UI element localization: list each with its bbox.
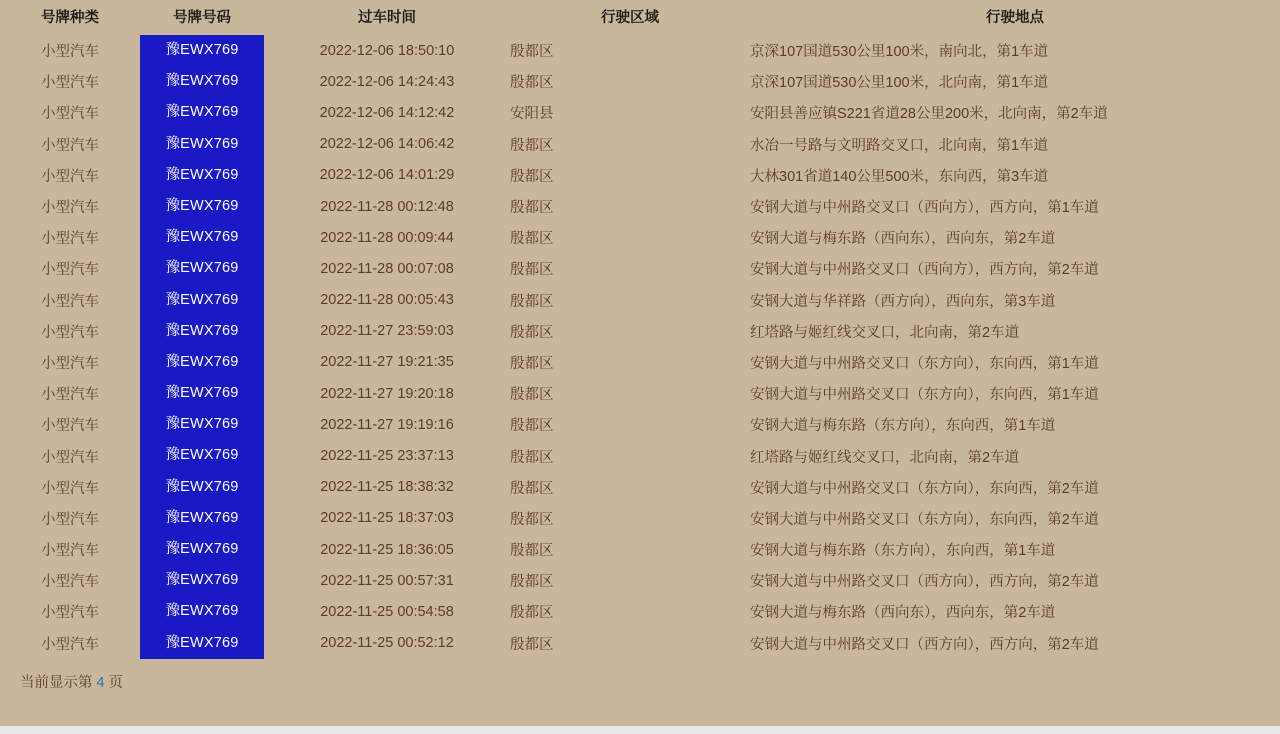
cell-pass-time: 2022-11-27 23:59:03 bbox=[320, 323, 454, 340]
cell-plate-number bbox=[140, 316, 264, 347]
cell-driving-area: 殷都区 bbox=[510, 355, 554, 372]
cell-plate-type: 小型汽车 bbox=[41, 355, 99, 372]
cell-plate-number bbox=[140, 503, 264, 534]
driving-place-text: 安钢大道与梅东路（西向东），西向东，第2车道 bbox=[750, 231, 1056, 248]
plate-badge[interactable]: 豫EWX769 bbox=[140, 160, 264, 191]
column-header-plate-type: 号牌种类 bbox=[41, 10, 99, 26]
cell-pass-time: 2022-11-25 00:52:12 bbox=[320, 635, 454, 652]
cell-pass-time: 2022-11-27 19:19:16 bbox=[320, 416, 454, 433]
driving-place-text: 京深107国道530公里100米，北向南，第1车道 bbox=[750, 75, 1049, 92]
cell-plate-type: 小型汽车 bbox=[41, 137, 99, 154]
cell-driving-area: 殷都区 bbox=[510, 200, 554, 217]
cell-plate-type: 小型汽车 bbox=[41, 168, 99, 185]
cell-plate-number bbox=[140, 66, 264, 97]
column-header-driving-place: 行驶地点 bbox=[986, 10, 1044, 26]
driving-place-text: 安钢大道与中州路交叉口（西方向），西方向，第2车道 bbox=[750, 636, 1099, 653]
cell-plate-number bbox=[140, 565, 264, 596]
driving-place-text: 安钢大道与梅东路（东方向），东向西，第1车道 bbox=[750, 418, 1056, 435]
cell-driving-area: 殷都区 bbox=[510, 168, 554, 185]
cell-plate-number bbox=[140, 191, 264, 222]
plate-badge[interactable]: 豫EWX769 bbox=[140, 378, 264, 409]
cell-plate-type: 小型汽车 bbox=[41, 106, 99, 123]
cell-plate-number bbox=[140, 35, 264, 66]
cell-driving-place bbox=[750, 503, 1280, 534]
cell-plate-number bbox=[140, 253, 264, 284]
cell-driving-place bbox=[750, 285, 1280, 316]
plate-badge[interactable]: 豫EWX769 bbox=[140, 129, 264, 160]
cell-pass-time: 2022-12-06 14:01:29 bbox=[319, 167, 455, 184]
cell-driving-area: 殷都区 bbox=[510, 449, 554, 466]
cell-plate-number bbox=[140, 160, 264, 191]
plate-badge[interactable]: 豫EWX769 bbox=[140, 472, 264, 503]
cell-plate-type: 小型汽车 bbox=[41, 636, 99, 653]
table-header bbox=[0, 0, 1280, 35]
plate-badge[interactable]: 豫EWX769 bbox=[140, 253, 264, 284]
cell-driving-place bbox=[750, 378, 1280, 409]
driving-place-text: 红塔路与姬红线交叉口，北向南，第2车道 bbox=[750, 449, 1020, 466]
pagination-suffix: 页 bbox=[108, 674, 124, 691]
cell-driving-place bbox=[750, 253, 1280, 284]
table-row[interactable] bbox=[0, 628, 1280, 659]
cell-pass-time: 2022-12-06 14:12:42 bbox=[319, 104, 455, 121]
cell-driving-area: 安阳县 bbox=[510, 106, 554, 123]
cell-driving-area: 殷都区 bbox=[510, 137, 554, 154]
plate-badge[interactable]: 豫EWX769 bbox=[140, 347, 264, 378]
cell-pass-time: 2022-11-25 18:37:03 bbox=[320, 510, 454, 527]
plate-badge[interactable]: 豫EWX769 bbox=[140, 97, 264, 128]
plate-badge[interactable]: 豫EWX769 bbox=[140, 316, 264, 347]
table-row[interactable] bbox=[0, 440, 1280, 471]
cell-pass-time: 2022-11-27 19:20:18 bbox=[320, 385, 454, 402]
cell-driving-place bbox=[750, 440, 1280, 471]
table-row[interactable] bbox=[0, 97, 1280, 128]
cell-pass-time: 2022-11-25 18:36:05 bbox=[320, 541, 454, 558]
driving-place-text: 安钢大道与中州路交叉口（西向方），西方向，第2车道 bbox=[750, 262, 1099, 279]
table-row[interactable] bbox=[0, 378, 1280, 409]
cell-plate-number bbox=[140, 97, 264, 128]
driving-place-text: 安钢大道与中州路交叉口（东方向），东向西，第2车道 bbox=[750, 511, 1099, 528]
table-row[interactable] bbox=[0, 472, 1280, 503]
driving-place-text: 安钢大道与中州路交叉口（东方向），东向西，第1车道 bbox=[750, 355, 1099, 372]
table-header-row bbox=[0, 0, 1280, 35]
pagination-status bbox=[0, 671, 1280, 692]
cell-plate-type: 小型汽车 bbox=[41, 75, 99, 92]
cell-driving-place bbox=[750, 347, 1280, 378]
cell-plate-type: 小型汽车 bbox=[41, 543, 99, 560]
table-row[interactable] bbox=[0, 565, 1280, 596]
cell-plate-number bbox=[140, 378, 264, 409]
cell-plate-number bbox=[140, 222, 264, 253]
plate-badge[interactable]: 豫EWX769 bbox=[140, 628, 264, 659]
plate-badge[interactable]: 豫EWX769 bbox=[140, 35, 264, 66]
cell-driving-place bbox=[750, 596, 1280, 627]
cell-driving-area: 殷都区 bbox=[510, 480, 554, 497]
cell-plate-number bbox=[140, 534, 264, 565]
table-row[interactable] bbox=[0, 316, 1280, 347]
cell-plate-type: 小型汽车 bbox=[41, 293, 99, 310]
table-row[interactable] bbox=[0, 596, 1280, 627]
cell-driving-place bbox=[750, 66, 1280, 97]
table-row[interactable] bbox=[0, 35, 1280, 66]
cell-driving-place bbox=[750, 160, 1280, 191]
cell-plate-type: 小型汽车 bbox=[41, 418, 99, 435]
cell-driving-area: 殷都区 bbox=[510, 574, 554, 591]
cell-driving-area: 殷都区 bbox=[510, 636, 554, 653]
driving-place-text: 京深107国道530公里100米，南向北，第1车道 bbox=[750, 44, 1049, 61]
table-row[interactable] bbox=[0, 503, 1280, 534]
cell-driving-place bbox=[750, 316, 1280, 347]
column-header-pass-time: 过车时间 bbox=[358, 10, 416, 26]
table-row[interactable] bbox=[0, 285, 1280, 316]
cell-driving-place bbox=[750, 191, 1280, 222]
table-row[interactable] bbox=[0, 191, 1280, 222]
column-header-driving-area: 行驶区域 bbox=[601, 10, 659, 26]
plate-badge[interactable]: 豫EWX769 bbox=[140, 66, 264, 97]
cell-plate-type: 小型汽车 bbox=[41, 511, 99, 528]
cell-plate-number bbox=[140, 347, 264, 378]
cell-plate-number bbox=[140, 472, 264, 503]
cell-plate-type: 小型汽车 bbox=[41, 480, 99, 497]
cell-plate-type: 小型汽车 bbox=[41, 231, 99, 248]
cell-pass-time: 2022-11-25 23:37:13 bbox=[320, 448, 454, 465]
cell-driving-place bbox=[750, 222, 1280, 253]
cell-plate-type: 小型汽车 bbox=[41, 324, 99, 341]
cell-plate-number bbox=[140, 628, 264, 659]
table-row[interactable] bbox=[0, 66, 1280, 97]
cell-plate-type: 小型汽车 bbox=[41, 449, 99, 466]
cell-pass-time: 2022-11-25 00:57:31 bbox=[320, 572, 454, 589]
cell-pass-time: 2022-11-25 18:38:32 bbox=[320, 479, 454, 496]
cell-plate-type: 小型汽车 bbox=[41, 44, 99, 61]
plate-badge[interactable]: 豫EWX769 bbox=[140, 565, 264, 596]
driving-place-text: 安钢大道与华祥路（西方向），西向东，第3车道 bbox=[750, 293, 1056, 310]
cell-driving-place bbox=[750, 534, 1280, 565]
cell-pass-time: 2022-11-28 00:07:08 bbox=[320, 260, 454, 277]
plate-badge[interactable]: 豫EWX769 bbox=[140, 534, 264, 565]
cell-plate-number bbox=[140, 129, 264, 160]
cell-driving-area: 殷都区 bbox=[510, 387, 554, 404]
cell-driving-area: 殷都区 bbox=[510, 418, 554, 435]
plate-badge[interactable]: 豫EWX769 bbox=[140, 285, 264, 316]
column-header-plate-number: 号牌号码 bbox=[173, 10, 231, 26]
cell-driving-area: 殷都区 bbox=[510, 44, 554, 61]
cell-plate-type: 小型汽车 bbox=[41, 262, 99, 279]
table-row[interactable] bbox=[0, 253, 1280, 284]
cell-plate-number bbox=[140, 409, 264, 440]
cell-plate-number bbox=[140, 596, 264, 627]
cell-driving-area: 殷都区 bbox=[510, 75, 554, 92]
cell-pass-time: 2022-12-06 18:50:10 bbox=[319, 42, 455, 59]
cell-plate-number bbox=[140, 440, 264, 471]
cell-driving-area: 殷都区 bbox=[510, 543, 554, 560]
cell-driving-area: 殷都区 bbox=[510, 324, 554, 341]
cell-plate-type: 小型汽车 bbox=[41, 574, 99, 591]
cell-pass-time: 2022-11-28 00:05:43 bbox=[320, 292, 454, 309]
pagination-current-page[interactable]: 4 bbox=[96, 674, 105, 691]
cell-plate-type: 小型汽车 bbox=[41, 605, 99, 622]
cell-pass-time: 2022-11-28 00:12:48 bbox=[320, 198, 454, 215]
table-row[interactable] bbox=[0, 129, 1280, 160]
plate-badge[interactable]: 豫EWX769 bbox=[140, 596, 264, 627]
table-row[interactable] bbox=[0, 347, 1280, 378]
table-row[interactable] bbox=[0, 409, 1280, 440]
cell-driving-area: 殷都区 bbox=[510, 293, 554, 310]
plate-badge[interactable]: 豫EWX769 bbox=[140, 440, 264, 471]
cell-driving-area: 殷都区 bbox=[510, 231, 554, 248]
driving-place-text: 大林301省道140公里500米，东向西，第3车道 bbox=[750, 168, 1049, 185]
horizontal-scrollbar[interactable] bbox=[0, 726, 1280, 734]
table-body bbox=[0, 35, 1280, 659]
table-row[interactable] bbox=[0, 160, 1280, 191]
driving-place-text: 安钢大道与中州路交叉口（西方向），西方向，第2车道 bbox=[750, 574, 1099, 591]
cell-driving-place bbox=[750, 129, 1280, 160]
cell-plate-type: 小型汽车 bbox=[41, 387, 99, 404]
cell-pass-time: 2022-12-06 14:06:42 bbox=[319, 136, 455, 153]
cell-driving-area: 殷都区 bbox=[510, 511, 554, 528]
driving-place-text: 安钢大道与中州路交叉口（东方向），东向西，第1车道 bbox=[750, 387, 1099, 404]
pagination-prefix: 当前显示第 bbox=[20, 674, 93, 691]
table-row[interactable] bbox=[0, 222, 1280, 253]
plate-badge[interactable]: 豫EWX769 bbox=[140, 503, 264, 534]
cell-driving-place bbox=[750, 472, 1280, 503]
cell-pass-time: 2022-11-25 00:54:58 bbox=[320, 603, 454, 620]
table-row[interactable] bbox=[0, 534, 1280, 565]
cell-plate-type: 小型汽车 bbox=[41, 200, 99, 217]
driving-place-text: 安钢大道与梅东路（西向东），西向东，第2车道 bbox=[750, 605, 1056, 622]
cell-driving-place bbox=[750, 409, 1280, 440]
driving-place-text: 红塔路与姬红线交叉口，北向南，第2车道 bbox=[750, 324, 1020, 341]
driving-place-text: 安阳县善应镇S221省道28公里200米，北向南，第2车道 bbox=[750, 106, 1108, 123]
driving-place-text: 安钢大道与中州路交叉口（西向方），西方向，第1车道 bbox=[750, 200, 1099, 217]
cell-plate-number bbox=[140, 285, 264, 316]
cell-driving-area: 殷都区 bbox=[510, 605, 554, 622]
cell-driving-area: 殷都区 bbox=[510, 262, 554, 279]
cell-pass-time: 2022-11-27 19:21:35 bbox=[320, 354, 454, 371]
cell-driving-place bbox=[750, 628, 1280, 659]
driving-place-text: 安钢大道与梅东路（东方向），东向西，第1车道 bbox=[750, 543, 1056, 560]
cell-pass-time: 2022-11-28 00:09:44 bbox=[320, 229, 454, 246]
plate-badge[interactable]: 豫EWX769 bbox=[140, 191, 264, 222]
cell-driving-place bbox=[750, 97, 1280, 128]
cell-driving-place bbox=[750, 35, 1280, 66]
plate-badge[interactable]: 豫EWX769 bbox=[140, 222, 264, 253]
plate-badge[interactable]: 豫EWX769 bbox=[140, 409, 264, 440]
cell-driving-place bbox=[750, 565, 1280, 596]
cell-pass-time: 2022-12-06 14:24:43 bbox=[319, 73, 455, 90]
driving-place-text: 水冶一号路与文明路交叉口，北向南，第1车道 bbox=[750, 137, 1049, 154]
driving-place-text: 安钢大道与中州路交叉口（东方向），东向西，第2车道 bbox=[750, 480, 1099, 497]
